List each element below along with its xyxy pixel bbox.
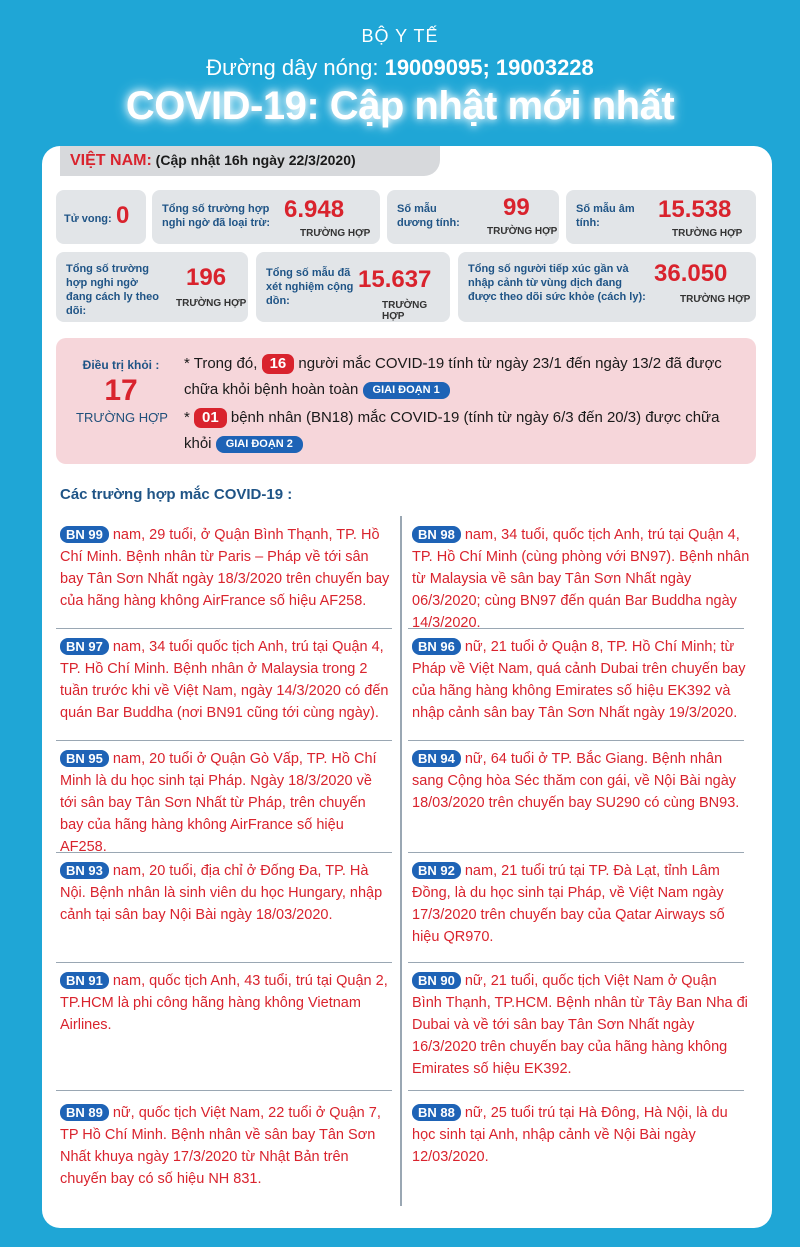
case-card — [412, 970, 750, 1080]
case-text: nam, 20 tuổi ở Quận Gò Vấp, TP. Hồ Chí Minh là du học sinh tại Pháp. Ngày 18/3/2020 về tới sân bay Tân Sơn Nhất từ Pháp, trên chuyến bay của hãng hàng không AirFrance số hiệu AF258. — [60, 751, 377, 855]
stat-label: Tổng số mẫu đã xét nghiệm cộng dồn: — [266, 267, 354, 307]
stat-unit: TRƯỜNG HỢP — [176, 298, 247, 309]
stat-label: Tử vong: — [64, 213, 112, 225]
text: người mắc COVID-19 tính từ ngày 23/1 đến ngày 13/2 đã được — [294, 355, 722, 372]
text: * Trong đó, — [184, 355, 262, 372]
recovered-line-1b — [184, 378, 744, 402]
stat-deaths — [56, 190, 146, 244]
stat-unit: TRƯỜNG HỢP — [680, 294, 751, 305]
text: chữa khỏi bệnh hoàn toàn — [184, 381, 363, 398]
case-text: nam, quốc tịch Anh, 43 tuổi, trú tại Quận 2, TP.HCM là phi công hãng hàng không Vietnam Airlines. — [60, 973, 388, 1033]
text: khỏi — [184, 435, 216, 452]
case-text: nam, 20 tuổi, địa chỉ ở Đống Đa, TP. Hà Nội. Bệnh nhân là sinh viên du học Hungary, nhập cảnh tại sân bay Nội Bài ngày 18/03/2020. — [60, 863, 383, 923]
hotline — [0, 55, 800, 81]
case-id-badge: BN 91 — [60, 972, 109, 989]
row-separator — [408, 962, 744, 963]
vietnam-label: VIỆT NAM: — [70, 152, 152, 169]
case-card — [60, 524, 390, 612]
stat-unit: TRƯỜNG HỢP — [487, 226, 558, 237]
stat-value: 0 — [116, 202, 130, 229]
case-id-badge: BN 88 — [412, 1104, 461, 1121]
case-card — [412, 860, 750, 948]
stat-value: 15.637 — [358, 266, 432, 293]
content-panel — [42, 146, 772, 1228]
cases-title: Các trường hợp mắc COVID-19 : — [60, 486, 293, 503]
case-card — [412, 1102, 750, 1168]
case-card — [412, 748, 750, 814]
row-separator — [56, 962, 392, 963]
count-pill: 16 — [262, 354, 295, 374]
update-time: (Cập nhật 16h ngày 22/3/2020) — [155, 152, 356, 168]
case-card — [60, 970, 390, 1036]
stat-negative — [566, 190, 756, 244]
column-divider — [400, 516, 402, 1206]
case-card — [412, 524, 750, 634]
page-title: COVID-19: Cập nhật mới nhất — [125, 84, 675, 128]
stat-label: Số mẫu dương tính: — [397, 203, 460, 229]
case-id-badge: BN 95 — [60, 750, 109, 767]
stat-value: 196 — [186, 264, 227, 291]
recovered-label: Điều trị khỏi : — [82, 358, 160, 372]
row-separator — [56, 740, 392, 741]
case-id-badge: BN 90 — [412, 972, 461, 989]
case-text: nữ, 21 tuổi ở Quận 8, TP. Hồ Chí Minh; từ Pháp về Việt Nam, quá cảnh Dubai trên chuyến bay của hãng hàng không Emirates số hiệu EK392 và nhập cảnh sân bay Tân Sơn Nhất ngày 19/3/2020. — [412, 639, 746, 721]
case-text: nam, 34 tuổi quốc tịch Anh, trú tại Quận 4, TP. Hồ Chí Minh. Bệnh nhân ở Malaysia trong 2 tuần trước khi về Việt Nam, ngày 14/3/2020 có đến quán Bar Buddha (nơi BN91 cũng tới cùng ngày). — [60, 639, 389, 721]
case-card — [60, 1102, 390, 1190]
row-separator — [408, 852, 744, 853]
recovered-value: 17 — [104, 374, 138, 407]
case-text: nam, 29 tuổi, ở Quận Bình Thạnh, TP. Hồ Chí Minh. Bệnh nhân từ Paris – Pháp về tới sân bay Tân Sơn Nhất ngày 18/3/2020 trên chuyến bay của hãng hàng không AirFrance số hiệu AF258. — [60, 527, 390, 609]
case-id-badge: BN 97 — [60, 638, 109, 655]
row-separator — [408, 740, 744, 741]
stage-badge: GIAI ĐOẠN 1 — [363, 382, 450, 399]
case-text: nữ, quốc tịch Việt Nam, 22 tuổi ở Quận 7, TP Hồ Chí Minh. Bệnh nhân về sân bay Tân Sơn Nhất khuya ngày 17/3/2020 từ Nhật Bản trên chuyến bay có số hiệu NH 831. — [60, 1105, 381, 1187]
hotline-numbers: 19009095; 19003228 — [384, 55, 594, 80]
stat-positive — [387, 190, 559, 244]
count-pill: 01 — [194, 408, 227, 428]
org-name: BỘ Y TẾ — [361, 26, 439, 46]
hotline-label: Đường dây nóng: — [206, 55, 385, 80]
case-id-badge: BN 98 — [412, 526, 461, 543]
case-id-badge: BN 96 — [412, 638, 461, 655]
stat-value: 6.948 — [284, 196, 345, 223]
stat-value: 36.050 — [654, 260, 728, 287]
row-separator — [56, 1090, 392, 1091]
vietnam-title — [60, 146, 440, 176]
case-card — [60, 860, 390, 926]
case-id-badge: BN 94 — [412, 750, 461, 767]
stat-label: Tổng số trường hợp nghi ngờ đã loại trừ: — [162, 203, 271, 229]
row-separator — [56, 628, 392, 629]
case-text: nam, 34 tuổi, quốc tịch Anh, trú tại Quận 4, TP. Hồ Chí Minh (cùng phòng với BN97). Bệnh nhân từ Malaysia về sân bay Tân Sơn Nhất ngày 06/3/2020; cùng BN97 đến quán Bar Buddha ngày 14/3/2020. — [412, 527, 750, 631]
case-card — [60, 636, 390, 724]
stat-contacts — [458, 252, 756, 322]
stat-label: Số mẫu âm tính: — [576, 203, 635, 229]
recovered-line-1 — [184, 352, 744, 376]
stage-badge: GIAI ĐOẠN 2 — [216, 436, 303, 453]
stat-value: 99 — [503, 194, 530, 221]
case-text: nữ, 64 tuổi ở TP. Bắc Giang. Bệnh nhân sang Cộng hòa Séc thăm con gái, về Nội Bài ngày 18/03/2020 trên chuyến bay SU290 có cùng BN93. — [412, 751, 740, 811]
text: bệnh nhân (BN18) mắc COVID-19 (tính từ ngày 6/3 đến 20/3) được chữa — [226, 409, 720, 426]
stat-unit: TRƯỜNG HỢP — [672, 228, 743, 239]
stat-tested — [256, 252, 450, 322]
case-text: nữ, 25 tuổi trú tại Hà Đông, Hà Nội, là du học sinh tại Anh, nhập cảnh về Nội Bài ngày 12/03/2020. — [412, 1105, 728, 1165]
header — [0, 0, 800, 145]
case-text: nữ, 21 tuổi, quốc tịch Việt Nam ở Quận Bình Thạnh, TP.HCM. Bệnh nhân từ Tây Ban Nha đi Dubai và về tới sân bay Tân Sơn Nhất ngày 16/3/2020 trên chuyến bay của hãng hàng không Emirates số hiệu EK392. — [412, 973, 748, 1077]
case-id-badge: BN 99 — [60, 526, 109, 543]
recovered-line-2 — [184, 406, 744, 430]
stat-unit: TRƯỜNG HỢP — [300, 228, 371, 239]
recovered-box — [56, 338, 756, 464]
row-separator — [408, 1090, 744, 1091]
case-card — [60, 748, 390, 858]
stat-excluded — [152, 190, 380, 244]
stat-unit: TRƯỜNG HỢP — [382, 300, 428, 322]
recovered-unit: TRƯỜNG HỢP — [76, 410, 168, 425]
case-id-badge: BN 92 — [412, 862, 461, 879]
stat-isolated — [56, 252, 248, 322]
case-id-badge: BN 89 — [60, 1104, 109, 1121]
stat-label: Tổng số người tiếp xúc gần và nhập cảnh từ vùng dịch đang được theo dõi sức khỏe (cách ly): — [468, 263, 646, 303]
recovered-line-2b — [184, 432, 744, 456]
stat-value: 15.538 — [658, 196, 732, 223]
case-id-badge: BN 93 — [60, 862, 109, 879]
case-text: nam, 21 tuổi trú tại TP. Đà Lạt, tỉnh Lâm Đồng, là du học sinh tại Pháp, về Việt Nam ngày 17/3/2020 trên chuyến bay của Qatar Airways số hiệu QR970. — [412, 863, 725, 945]
case-card — [412, 636, 750, 724]
text: * — [184, 409, 195, 426]
stat-label: Tổng số trường hợp nghi ngờ đang cách ly theo dõi: — [66, 263, 159, 317]
